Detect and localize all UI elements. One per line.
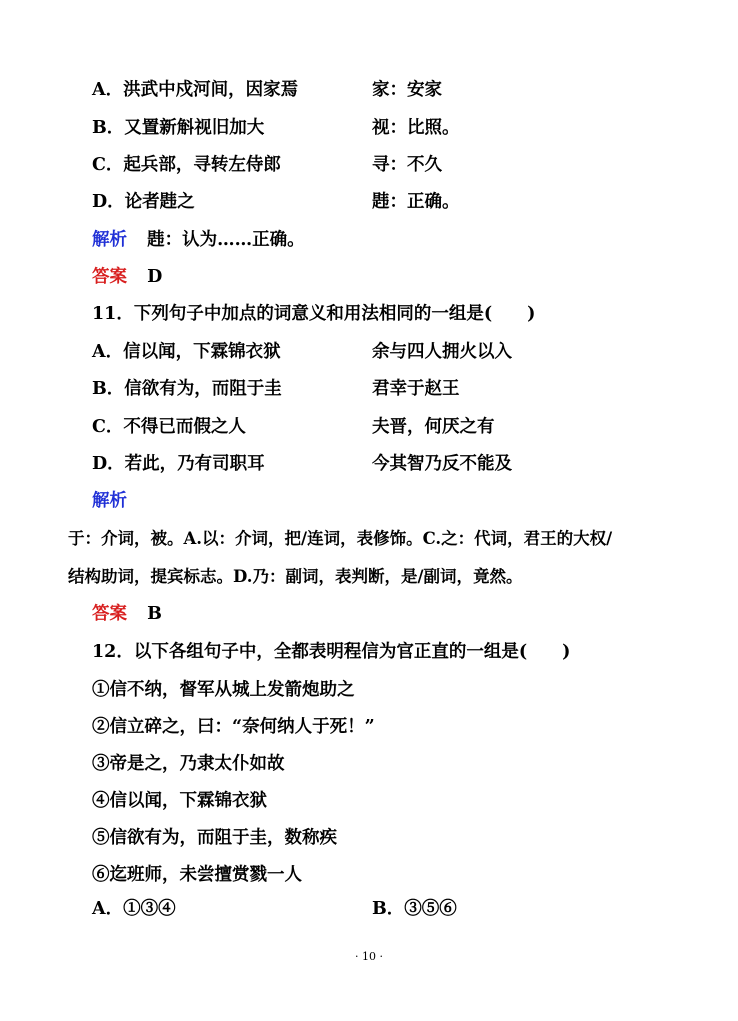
q10-option-c: C．起兵部，寻转左侍郎 — [92, 155, 281, 175]
q10-answer — [92, 266, 162, 288]
q11-answer-label: 答案 — [92, 604, 127, 624]
q10-analysis-text: 韪：认为……正确。 — [147, 230, 305, 250]
q12-option-b: B．③⑤⑥ — [372, 899, 457, 919]
q12-item-4: ④信以闻，下霖锦衣狱 — [92, 791, 267, 811]
q10-option-a: A．洪武中戍河间，因家焉 — [92, 80, 299, 100]
q11-option-b-compare: 君幸于赵王 — [372, 379, 460, 399]
q10-option-b-gloss: 视：比照。 — [372, 118, 460, 138]
q11-option-c: C．不得已而假之人 — [92, 417, 246, 437]
q11-analysis-label: 解析 — [92, 491, 127, 511]
q12-item-3: ③帝是之，乃隶太仆如故 — [92, 754, 285, 774]
q11-analysis-line1: 于：介词，被。A.以：介词，把/连词，表修饰。C.之：代词，君王的大权/ — [68, 529, 613, 548]
q12-item-1: ①信不纳，督军从城上发箭炮助之 — [92, 680, 355, 700]
q10-option-c-gloss: 寻：不久 — [372, 155, 442, 175]
q11-stem: 11．下列句子中加点的词意义和用法相同的一组是( ) — [92, 304, 536, 324]
q10-answer-value: D — [147, 267, 163, 287]
q10-answer-label: 答案 — [92, 267, 127, 287]
q11-option-d: D．若此，乃有司职耳 — [92, 454, 265, 474]
q10-option-b: B．又置新斛视旧加大 — [92, 118, 265, 138]
q11-answer-value: B — [147, 604, 162, 624]
q12-item-5: ⑤信欲有为，而阻于圭，数称疾 — [92, 828, 337, 848]
q11-answer — [92, 603, 162, 625]
q10-option-a-gloss: 家：安家 — [372, 80, 442, 100]
q10-option-d-gloss: 韪：正确。 — [372, 192, 460, 212]
q12-item-2: ②信立碎之，曰：“奈何纳人于死！” — [92, 717, 375, 737]
q12-stem: 12．以下各组句子中，全都表明程信为官正直的一组是( ) — [92, 642, 571, 662]
page-number: · 10 · — [355, 950, 383, 963]
q10-analysis — [92, 229, 305, 251]
q11-option-d-compare: 今其智乃反不能及 — [372, 454, 512, 474]
q11-option-a: A．信以闻，下霖锦衣狱 — [92, 342, 281, 362]
q11-analysis-line2: 结构助词，提宾标志。D.乃：副词，表判断，是/副词，竟然。 — [68, 567, 523, 586]
q11-option-b: B．信欲有为，而阻于圭 — [92, 379, 282, 399]
q11-option-c-compare: 夫晋，何厌之有 — [372, 417, 495, 437]
q10-analysis-label: 解析 — [92, 230, 127, 250]
q11-option-a-compare: 余与四人拥火以入 — [372, 342, 512, 362]
q10-option-d: D．论者韪之 — [92, 192, 195, 212]
q12-option-a: A．①③④ — [92, 899, 176, 919]
q12-item-6: ⑥迄班师，未尝擅赏戮一人 — [92, 865, 302, 885]
